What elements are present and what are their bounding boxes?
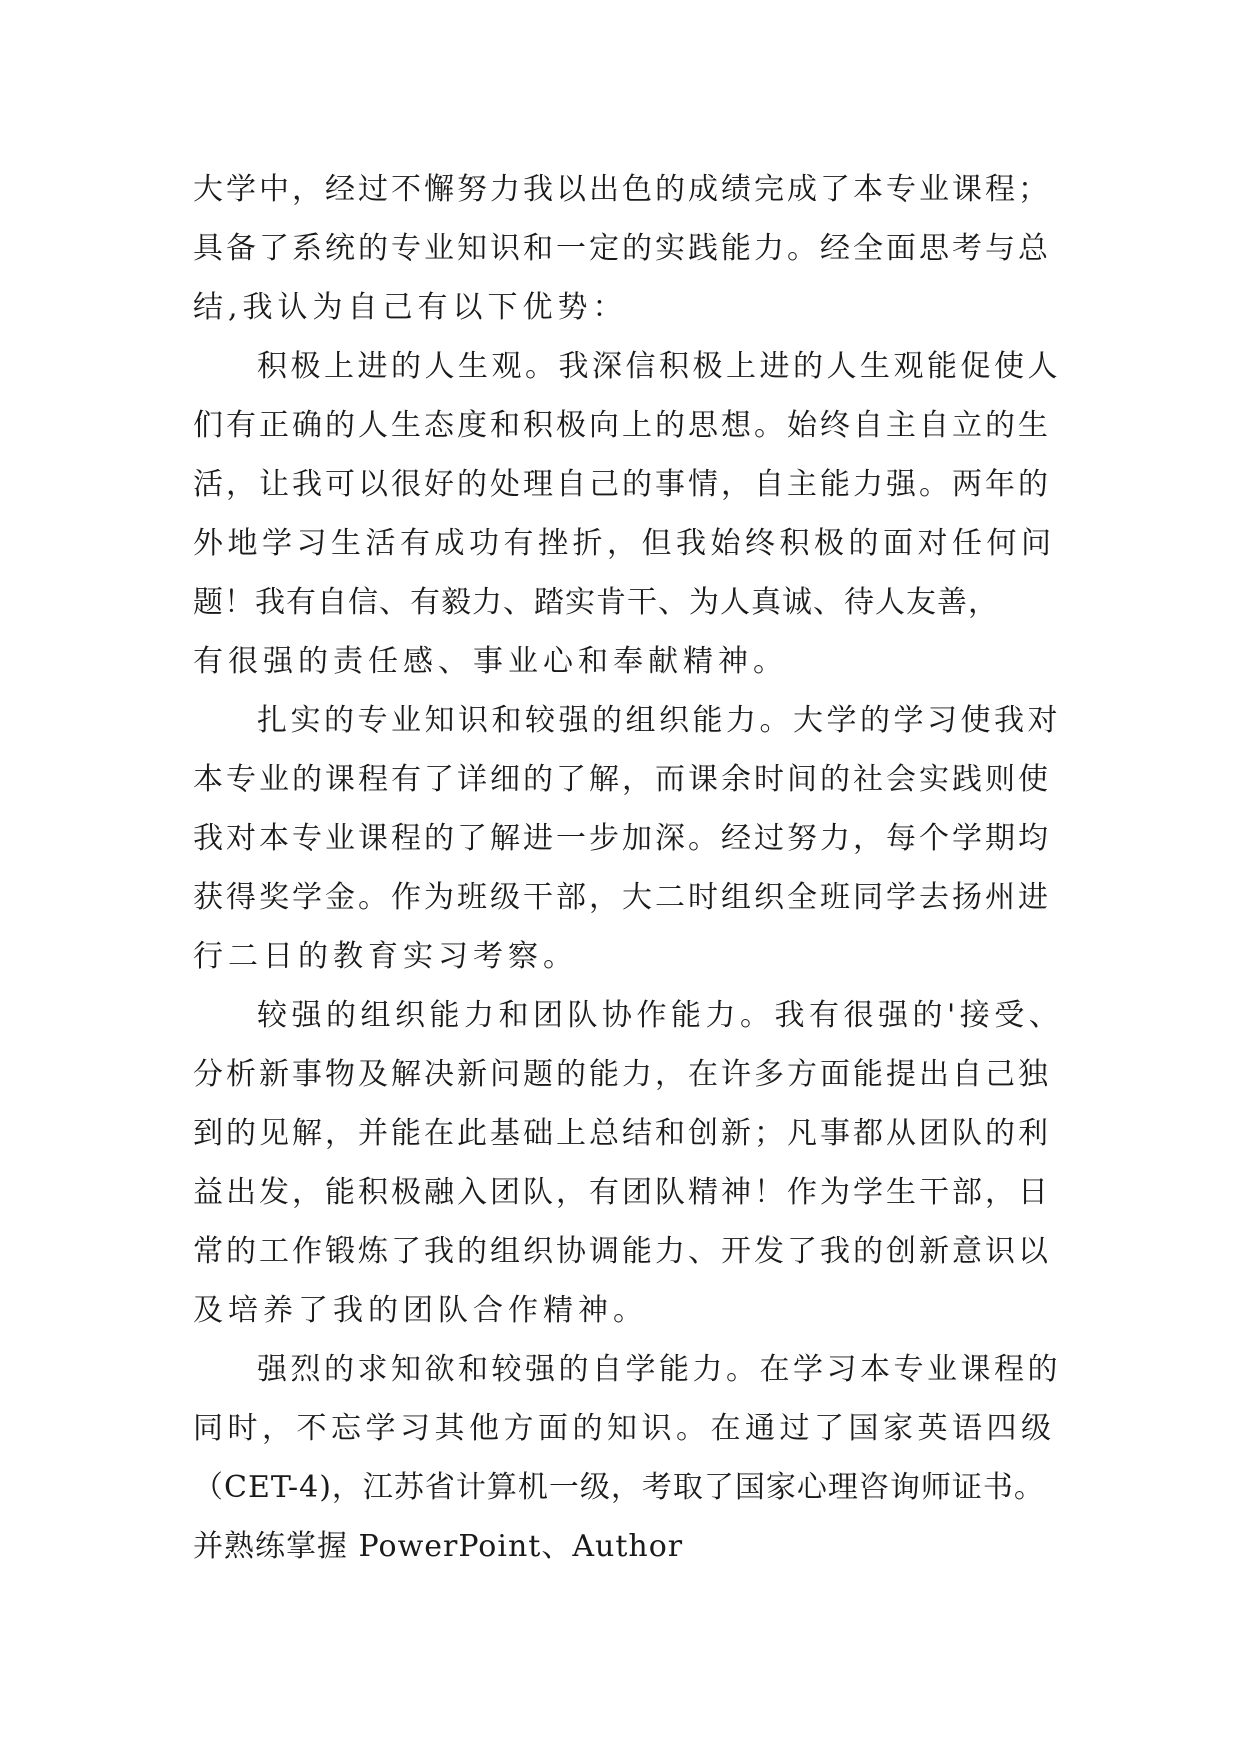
text-line: 分析新事物及解决新问题的能力，在许多方面能提出自己独 bbox=[193, 1057, 1051, 1092]
paragraph-start-line: 强烈的求知欲和较强的自学能力。在学习本专业课程的 bbox=[257, 1352, 1061, 1387]
text-line: 同时，不忘学习其他方面的知识。在通过了国家英语四级 bbox=[193, 1411, 1056, 1446]
document-body bbox=[193, 160, 1063, 1576]
text-line: 到的见解，并能在此基础上总结和创新；凡事都从团队的利 bbox=[193, 1116, 1051, 1151]
paragraph-start-line: 扎实的专业知识和较强的组织能力。大学的学习使我对 bbox=[257, 703, 1061, 738]
text-line: 大学中，经过不懈努力我以出色的成绩完成了本专业课程； bbox=[193, 172, 1051, 207]
text-line: （CET-4)，江苏省计算机一级，考取了国家心理咨询师证书。 bbox=[193, 1470, 1045, 1505]
text-line: 结,我认为自己有以下优势： bbox=[193, 290, 628, 325]
text-line: 有很强的责任感、事业心和奉献精神。 bbox=[193, 644, 788, 679]
text-line: 题！我有自信、有毅力、踏实肯干、为人真诚、待人友善， bbox=[193, 585, 999, 620]
text-line: 并熟练掌握 PowerPoint、Author bbox=[193, 1529, 684, 1564]
text-line: 行二日的教育实习考察。 bbox=[193, 939, 578, 974]
text-line: 具备了系统的专业知识和一定的实践能力。经全面思考与总 bbox=[193, 231, 1051, 266]
text-line: 我对本专业课程的了解进一步加深。经过努力，每个学期均 bbox=[193, 821, 1051, 856]
text-line: 获得奖学金。作为班级干部，大二时组织全班同学去扬州进 bbox=[193, 880, 1051, 915]
text-line: 益出发，能积极融入团队，有团队精神！作为学生干部，日 bbox=[193, 1175, 1051, 1210]
paragraph-start-line: 较强的组织能力和团队协作能力。我有很强的'接受、 bbox=[257, 998, 1064, 1033]
text-line: 们有正确的人生态度和积极向上的思想。始终自主自立的生 bbox=[193, 408, 1051, 443]
text-line: 外地学习生活有成功有挫折，但我始终积极的面对任何问 bbox=[193, 526, 1056, 561]
text-line: 本专业的课程有了详细的了解，而课余时间的社会实践则使 bbox=[193, 762, 1051, 797]
text-line: 常的工作锻炼了我的组织协调能力、开发了我的创新意识以 bbox=[193, 1234, 1051, 1269]
paragraph-start-line: 积极上进的人生观。我深信积极上进的人生观能促使人 bbox=[257, 349, 1061, 384]
text-line: 活，让我可以很好的处理自己的事情，自主能力强。两年的 bbox=[193, 467, 1051, 502]
text-line: 及培养了我的团队合作精神。 bbox=[193, 1293, 648, 1328]
